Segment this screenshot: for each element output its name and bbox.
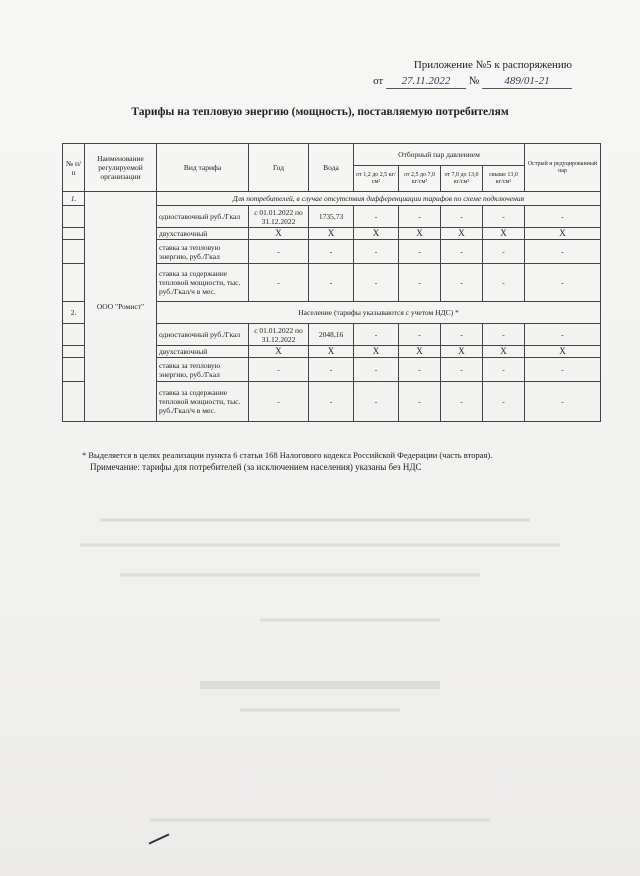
value-cell: - [399, 358, 441, 382]
water-cell: - [309, 382, 354, 422]
section-1-title-row [63, 192, 601, 206]
header-water: Вода [309, 144, 354, 192]
header-org: Наименование регулируемой организации [85, 144, 157, 192]
tariff-type-cell: двухставочный [157, 346, 249, 358]
value-cell: - [399, 324, 441, 346]
section-2-title: Население (тарифы указываются с учетом НДС) * [157, 302, 601, 324]
water-cell: 2048,16 [309, 324, 354, 346]
header-pressure-4: свыше 13,0 кг/см² [483, 166, 525, 192]
value-cell: - [399, 382, 441, 422]
document-title: Тарифы на тепловую энергию (мощность), поставляемую потребителям [131, 106, 509, 118]
water-cell: 1735,73 [309, 206, 354, 228]
value-cell: - [441, 324, 483, 346]
tariff-type-cell: одноставочный руб./Гкал [157, 206, 249, 228]
tariff-type-cell: одноставочный руб./Гкал [157, 324, 249, 346]
header-pressure-1: от 1,2 до 2,5 кг/см² [354, 166, 399, 192]
value-cell: - [354, 240, 399, 264]
value-cell: X [399, 346, 441, 358]
header-row-1 [63, 144, 601, 166]
water-cell: - [309, 240, 354, 264]
water-cell: X [309, 228, 354, 240]
appendix-header [373, 58, 572, 89]
value-cell: X [525, 346, 601, 358]
value-cell: - [525, 358, 601, 382]
year-cell: X [249, 228, 309, 240]
value-cell: X [441, 346, 483, 358]
value-cell: - [483, 240, 525, 264]
handwritten-date: 27.11.2022 [386, 74, 466, 89]
remark-note: Примечание: тарифы для потребителей (за исключением населения) указаны без НДС [90, 462, 422, 472]
water-cell: - [309, 264, 354, 302]
header-year: Год [249, 144, 309, 192]
value-cell: X [525, 228, 601, 240]
year-cell: - [249, 382, 309, 422]
value-cell: - [483, 206, 525, 228]
header-num: № п/п [63, 144, 85, 192]
from-label: от [373, 75, 384, 87]
section-1-num: 1. [63, 192, 85, 206]
value-cell: - [483, 264, 525, 302]
header-pressure-3: от 7,0 до 13,0 кг/см² [441, 166, 483, 192]
year-cell: - [249, 264, 309, 302]
value-cell: - [354, 358, 399, 382]
value-cell: X [441, 228, 483, 240]
year-cell: - [249, 240, 309, 264]
bleed-through-decoration [60, 500, 580, 840]
handwritten-number: 489/01-21 [482, 74, 572, 89]
year-cell: X [249, 346, 309, 358]
value-cell: - [399, 206, 441, 228]
value-cell: - [441, 206, 483, 228]
value-cell: - [483, 324, 525, 346]
value-cell: X [354, 346, 399, 358]
value-cell: - [483, 382, 525, 422]
value-cell: - [525, 382, 601, 422]
value-cell: - [525, 240, 601, 264]
value-cell: - [354, 264, 399, 302]
tariff-type-cell: ставка за тепловую энергию, руб./Гкал [157, 358, 249, 382]
value-cell: X [483, 228, 525, 240]
value-cell: - [441, 382, 483, 422]
value-cell: - [441, 358, 483, 382]
year-cell: с 01.01.2022 по 31.12.2022 [249, 206, 309, 228]
footnote-vat: * Выделяется в целях реализации пункта 6 статьи 168 Налогового кодекса Российской Федерации (часть вторая). [82, 450, 493, 460]
value-cell: - [354, 324, 399, 346]
appendix-title: Приложение №5 к распоряжению [413, 59, 572, 71]
value-cell: - [354, 206, 399, 228]
section-2-num: 2. [63, 302, 85, 324]
water-cell: - [309, 358, 354, 382]
value-cell: - [483, 358, 525, 382]
section-1-title: Для потребителей, в случае отсутствия дифференциации тарифов по схеме подключения [157, 192, 601, 206]
footnotes [82, 449, 582, 473]
value-cell: - [354, 382, 399, 422]
value-cell: - [525, 264, 601, 302]
value-cell: - [525, 324, 601, 346]
value-cell: - [525, 206, 601, 228]
number-label: № [468, 75, 480, 87]
header-tariff-type: Вид тарифа [157, 144, 249, 192]
appendix-date-line [373, 74, 572, 89]
tariff-type-cell: двухставочный [157, 228, 249, 240]
org-name: ООО "Ромист" [85, 192, 157, 422]
header-sharp-steam: Острый и редуцированный пар [525, 144, 601, 192]
water-cell: X [309, 346, 354, 358]
value-cell: - [399, 264, 441, 302]
value-cell: X [354, 228, 399, 240]
header-pressure-2: от 2,5 до 7,0 кг/см² [399, 166, 441, 192]
tariff-table [62, 143, 601, 422]
value-cell: - [399, 240, 441, 264]
tariff-type-cell: ставка за тепловую энергию, руб./Гкал [157, 240, 249, 264]
value-cell: X [483, 346, 525, 358]
header-steam-group: Отборный пар давлением [354, 144, 525, 166]
year-cell: - [249, 358, 309, 382]
tariff-type-cell: ставка за содержание тепловой мощности, тыс. руб./Гкал/ч в мес. [157, 264, 249, 302]
tariff-type-cell: ставка за содержание тепловой мощности, тыс. руб./Гкал/ч в мес. [157, 382, 249, 422]
value-cell: - [441, 240, 483, 264]
value-cell: X [399, 228, 441, 240]
year-cell: с 01.01.2022 по 31.12.2022 [249, 324, 309, 346]
value-cell: - [441, 264, 483, 302]
